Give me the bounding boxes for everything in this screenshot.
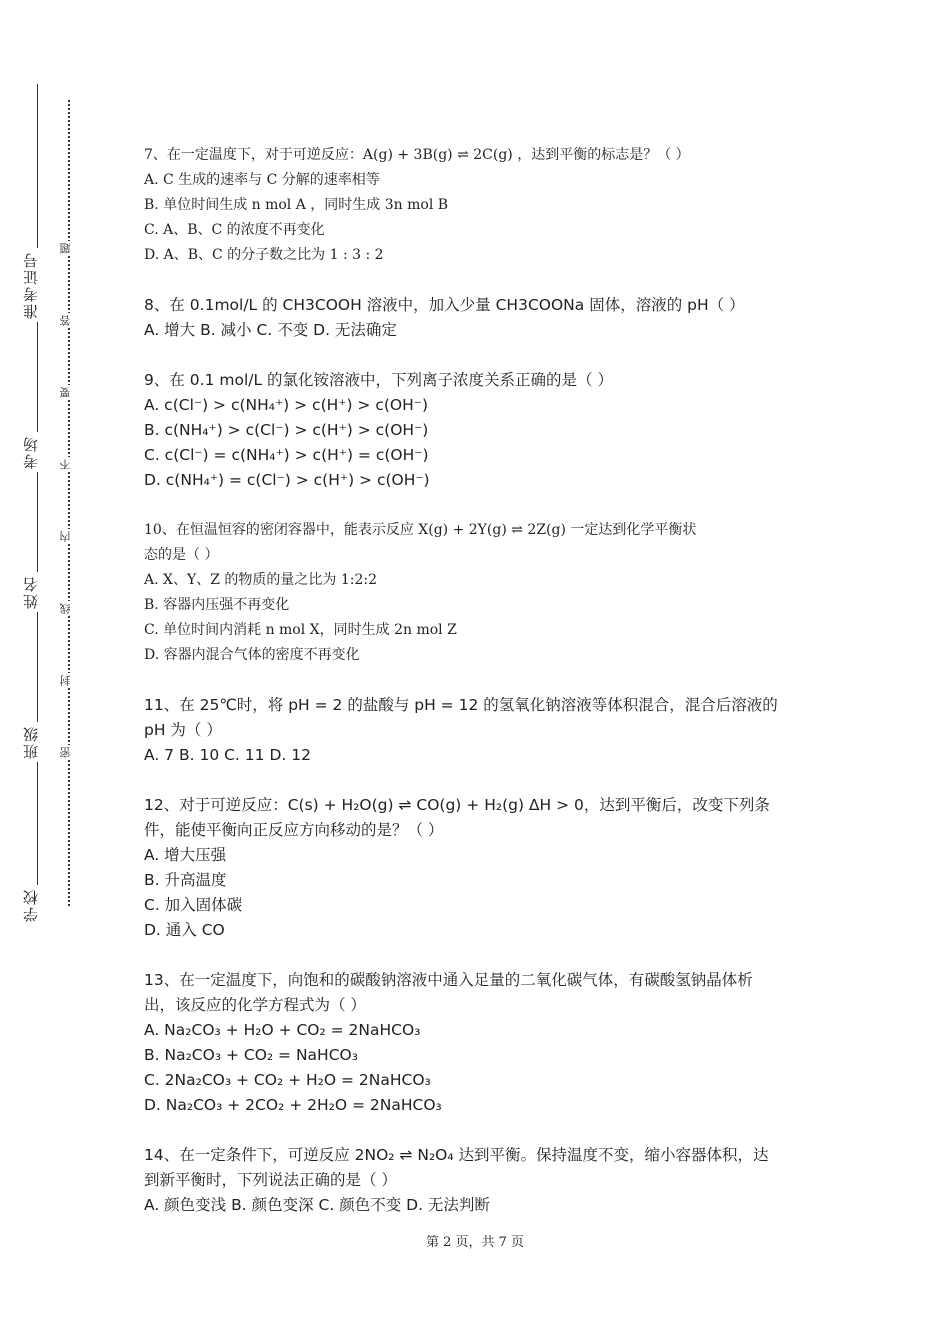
question-stem: 7、在一定温度下，对于可逆反应：A(g) + 3B(g) ⇌ 2C(g) ，达到平衡的标志是？（ ） xyxy=(144,147,690,163)
seal-char: 题 xyxy=(58,241,78,256)
question-line: A. c(Cl⁻) > c(NH₄⁺) > c(H⁺) > c(OH⁻) xyxy=(144,396,429,414)
question-line: C. A、B、C 的浓度不再变化 xyxy=(144,222,325,238)
question-line: A. 增大压强 xyxy=(144,846,227,864)
question-line: C. 加入固体碳 xyxy=(144,896,243,914)
binding-seal-dotted-line xyxy=(68,100,70,906)
school-label: 学校 xyxy=(20,885,56,925)
question-line: C. 2Na₂CO₃ + CO₂ + H₂O = 2NaHCO₃ xyxy=(144,1071,431,1089)
question-line: 到新平衡时，下列说法正确的是（ ） xyxy=(144,1171,397,1189)
question-stem: 9、在 0.1 mol/L 的氯化铵溶液中，下列离子浓度关系正确的是（ ） xyxy=(144,371,613,389)
question-line: A. 增大 B. 减小 C. 不变 D. 无法确定 xyxy=(144,321,397,339)
binding-margin xyxy=(0,0,110,1344)
exam-room-label: 考场 xyxy=(20,432,56,472)
question-line: D. Na₂CO₃ + 2CO₂ + 2H₂O = 2NaHCO₃ xyxy=(144,1096,442,1114)
question-list xyxy=(144,143,814,1243)
seal-char: 密 xyxy=(58,745,78,760)
seal-char: 不 xyxy=(58,457,78,472)
question-13 xyxy=(144,968,814,1118)
question-12 xyxy=(144,793,814,943)
question-line: C. c(Cl⁻) = c(NH₄⁺) > c(H⁺) = c(OH⁻) xyxy=(144,446,429,464)
question-line: B. 容器内压强不再变化 xyxy=(144,597,290,613)
question-line: 态的是（ ） xyxy=(144,547,219,563)
seal-char: 线 xyxy=(58,601,78,616)
seal-char: 要 xyxy=(58,385,78,400)
question-line: D. c(NH₄⁺) = c(Cl⁻) > c(H⁺) > c(OH⁻) xyxy=(144,471,430,489)
question-line: A. Na₂CO₃ + H₂O + CO₂ = 2NaHCO₃ xyxy=(144,1021,421,1039)
question-stem: 8、在 0.1mol/L 的 CH3COOH 溶液中，加入少量 CH3COONa 固体，溶液的 pH（ ） xyxy=(144,296,745,314)
question-line: B. 升高温度 xyxy=(144,871,227,889)
question-7 xyxy=(144,143,814,268)
question-line: D. 容器内混合气体的密度不再变化 xyxy=(144,647,360,663)
question-line: D. A、B、C 的分子数之比为 1 : 3 : 2 xyxy=(144,247,384,263)
class-label: 班级 xyxy=(20,722,56,762)
seal-char: 内 xyxy=(58,529,78,544)
question-stem: 10、在恒温恒容的密闭容器中，能表示反应 X(g) + 2Y(g) ⇌ 2Z(g) 一定达到化学平衡状 xyxy=(144,522,697,538)
question-line: C. 单位时间内消耗 n mol X，同时生成 2n mol Z xyxy=(144,622,457,638)
question-line: A. X、Y、Z 的物质的量之比为 1:2:2 xyxy=(144,572,378,588)
seal-char: 答 xyxy=(58,313,78,328)
name-label: 姓名 xyxy=(20,572,56,612)
question-8 xyxy=(144,293,814,343)
question-line: A. C 生成的速率与 C 分解的速率相等 xyxy=(144,172,380,188)
question-14 xyxy=(144,1143,814,1218)
question-line: B. c(NH₄⁺) > c(Cl⁻) > c(H⁺) > c(OH⁻) xyxy=(144,421,429,439)
seal-char: 封 xyxy=(58,673,78,688)
question-line: D. 通入 CO xyxy=(144,921,225,939)
question-stem: 14、在一定条件下，可逆反应 2NO₂ ⇌ N₂O₄ 达到平衡。保持温度不变，缩小容器体积，达 xyxy=(144,1146,769,1164)
question-line: 件，能使平衡向正反应方向移动的是？（ ） xyxy=(144,821,444,839)
question-10 xyxy=(144,518,814,668)
question-stem: 13、在一定温度下，向饱和的碳酸钠溶液中通入足量的二氧化碳气体，有碳酸氢钠晶体析 xyxy=(144,971,753,989)
question-line: B. Na₂CO₃ + CO₂ = NaHCO₃ xyxy=(144,1046,358,1064)
page-footer: 第 2 页，共 7 页 xyxy=(425,1235,525,1250)
question-line: 出，该反应的化学方程式为（ ） xyxy=(144,996,366,1014)
question-9 xyxy=(144,368,814,493)
question-line: pH 为（ ） xyxy=(144,721,222,739)
question-line: A. 颜色变浅 B. 颜色变深 C. 颜色不变 D. 无法判断 xyxy=(144,1196,490,1214)
question-line: A. 7 B. 10 C. 11 D. 12 xyxy=(144,746,311,764)
admission-number-label: 准考证号 xyxy=(20,248,56,322)
question-line: B. 单位时间生成 n mol A ，同时生成 3n mol B xyxy=(144,197,449,213)
question-stem: 11、在 25℃时，将 pH = 2 的盐酸与 pH = 12 的氢氧化钠溶液等体积混合，混合后溶液的 xyxy=(144,696,778,714)
question-11 xyxy=(144,693,814,768)
binding-solid-line xyxy=(37,84,38,922)
question-stem: 12、对于可逆反应：C(s) + H₂O(g) ⇌ CO(g) + H₂(g) ΔH > 0，达到平衡后，改变下列条 xyxy=(144,796,770,814)
